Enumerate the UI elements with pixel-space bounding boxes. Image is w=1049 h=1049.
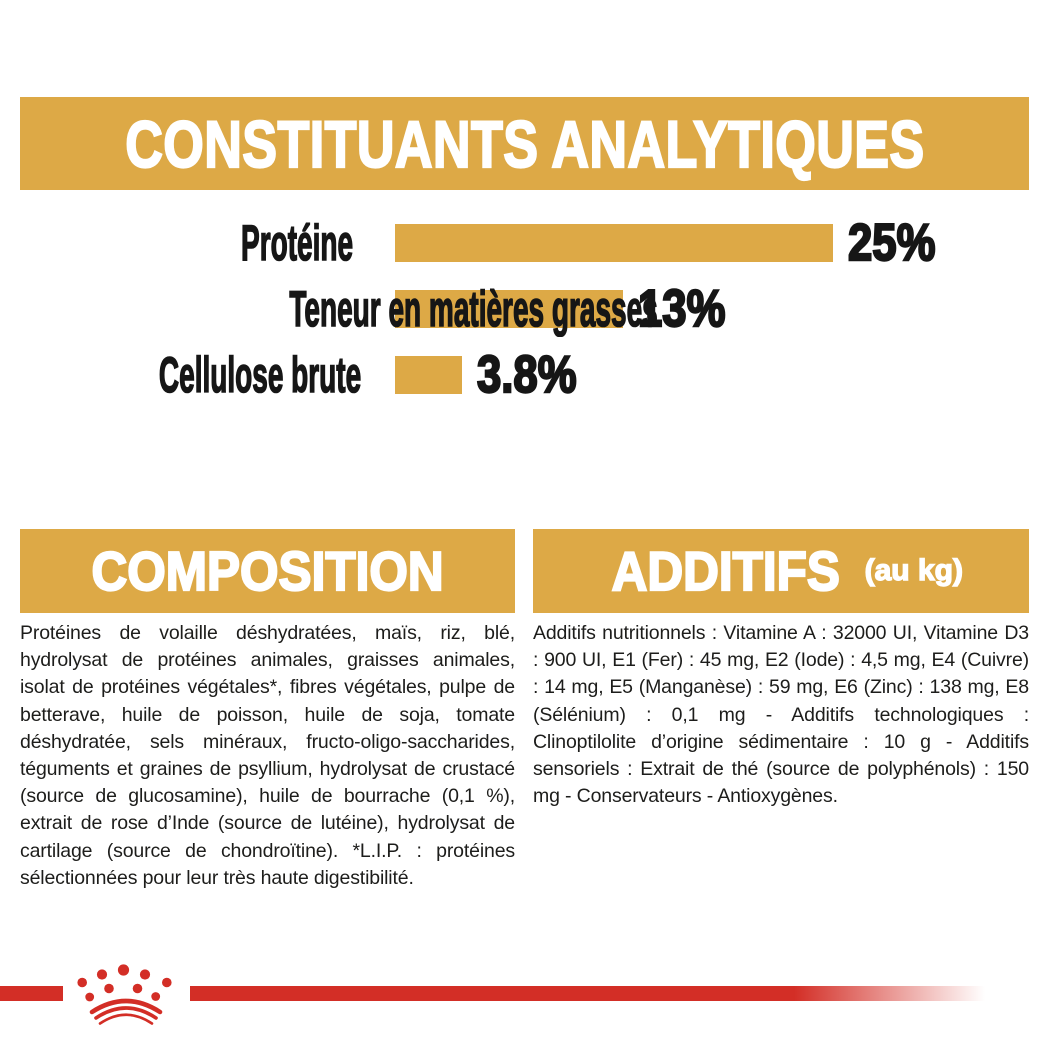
- chart-value-label: 25%: [848, 214, 936, 272]
- chart-value-label: 13%: [638, 280, 726, 338]
- additifs-title-suffix: (au kg): [864, 554, 963, 587]
- chart-category-label: Teneur en matières grasses: [289, 281, 658, 337]
- analytical-constituents-chart: [0, 210, 1049, 408]
- chart-bar: [395, 224, 833, 262]
- additifs-text: Additifs nutritionnels : Vitamine A : 32000 UI, Vitamine D3 : 900 UI, E1 (Fer) : 45 mg, E2 (Iode) : 4,5 mg, E4 (Cuivre) : 14 mg, E5 (Manganèse) : 59 mg, E6 (Zinc) : 138 mg, E8 (Sélénium) : 0,1 mg - Additifs technologiques : Clinoptilolite d’origine sédimentaire : 10 g - Additifs sensoriels : Extrait de thé (source de polyphénols) : 150 mg - Conservateurs - Antioxygènes.: [533, 622, 1029, 808]
- additifs-title: ADDITIFS: [611, 539, 840, 602]
- additifs-header-band: [533, 529, 1029, 613]
- composition-title: COMPOSITION: [91, 539, 444, 602]
- footer-red-line-left: [0, 986, 63, 1001]
- footer-red-line-right: [190, 986, 985, 1001]
- analytical-constituents-header-band: [20, 97, 1029, 190]
- chart-category-label: Cellulose brute: [158, 347, 362, 403]
- chart-value-label: 3.8%: [477, 346, 577, 404]
- composition-header-band: [20, 529, 515, 613]
- chart-category-label: Protéine: [240, 215, 353, 271]
- composition-text: Protéines de volaille déshydratées, maïs, riz, blé, hydrolysat de protéines animales, graisses animales, isolat de protéines végétales*, fibres végétales, pulpe de betterave, huile de poisson, huile de soja, tomate déshydratée, sels minéraux, fructo-oligo-saccharides, téguments et graines de psyllium, hydrolysat de crustacé (source de glucosamine), huile de bourrache (0,1 %), extrait de rose d’Inde (source de lutéine), hydrolysat de cartilage (source de chondroïtine). *L.I.P. : protéines sélectionnées pour leur très haute digestibilité.: [20, 622, 515, 889]
- royal-canin-crown-icon: [76, 956, 178, 1028]
- chart-bar: [395, 356, 462, 394]
- chart-row: [0, 210, 1049, 276]
- analytical-constituents-title: CONSTITUANTS ANALYTIQUES: [124, 106, 925, 181]
- chart-row: [0, 342, 1049, 408]
- chart-row: [0, 276, 1049, 342]
